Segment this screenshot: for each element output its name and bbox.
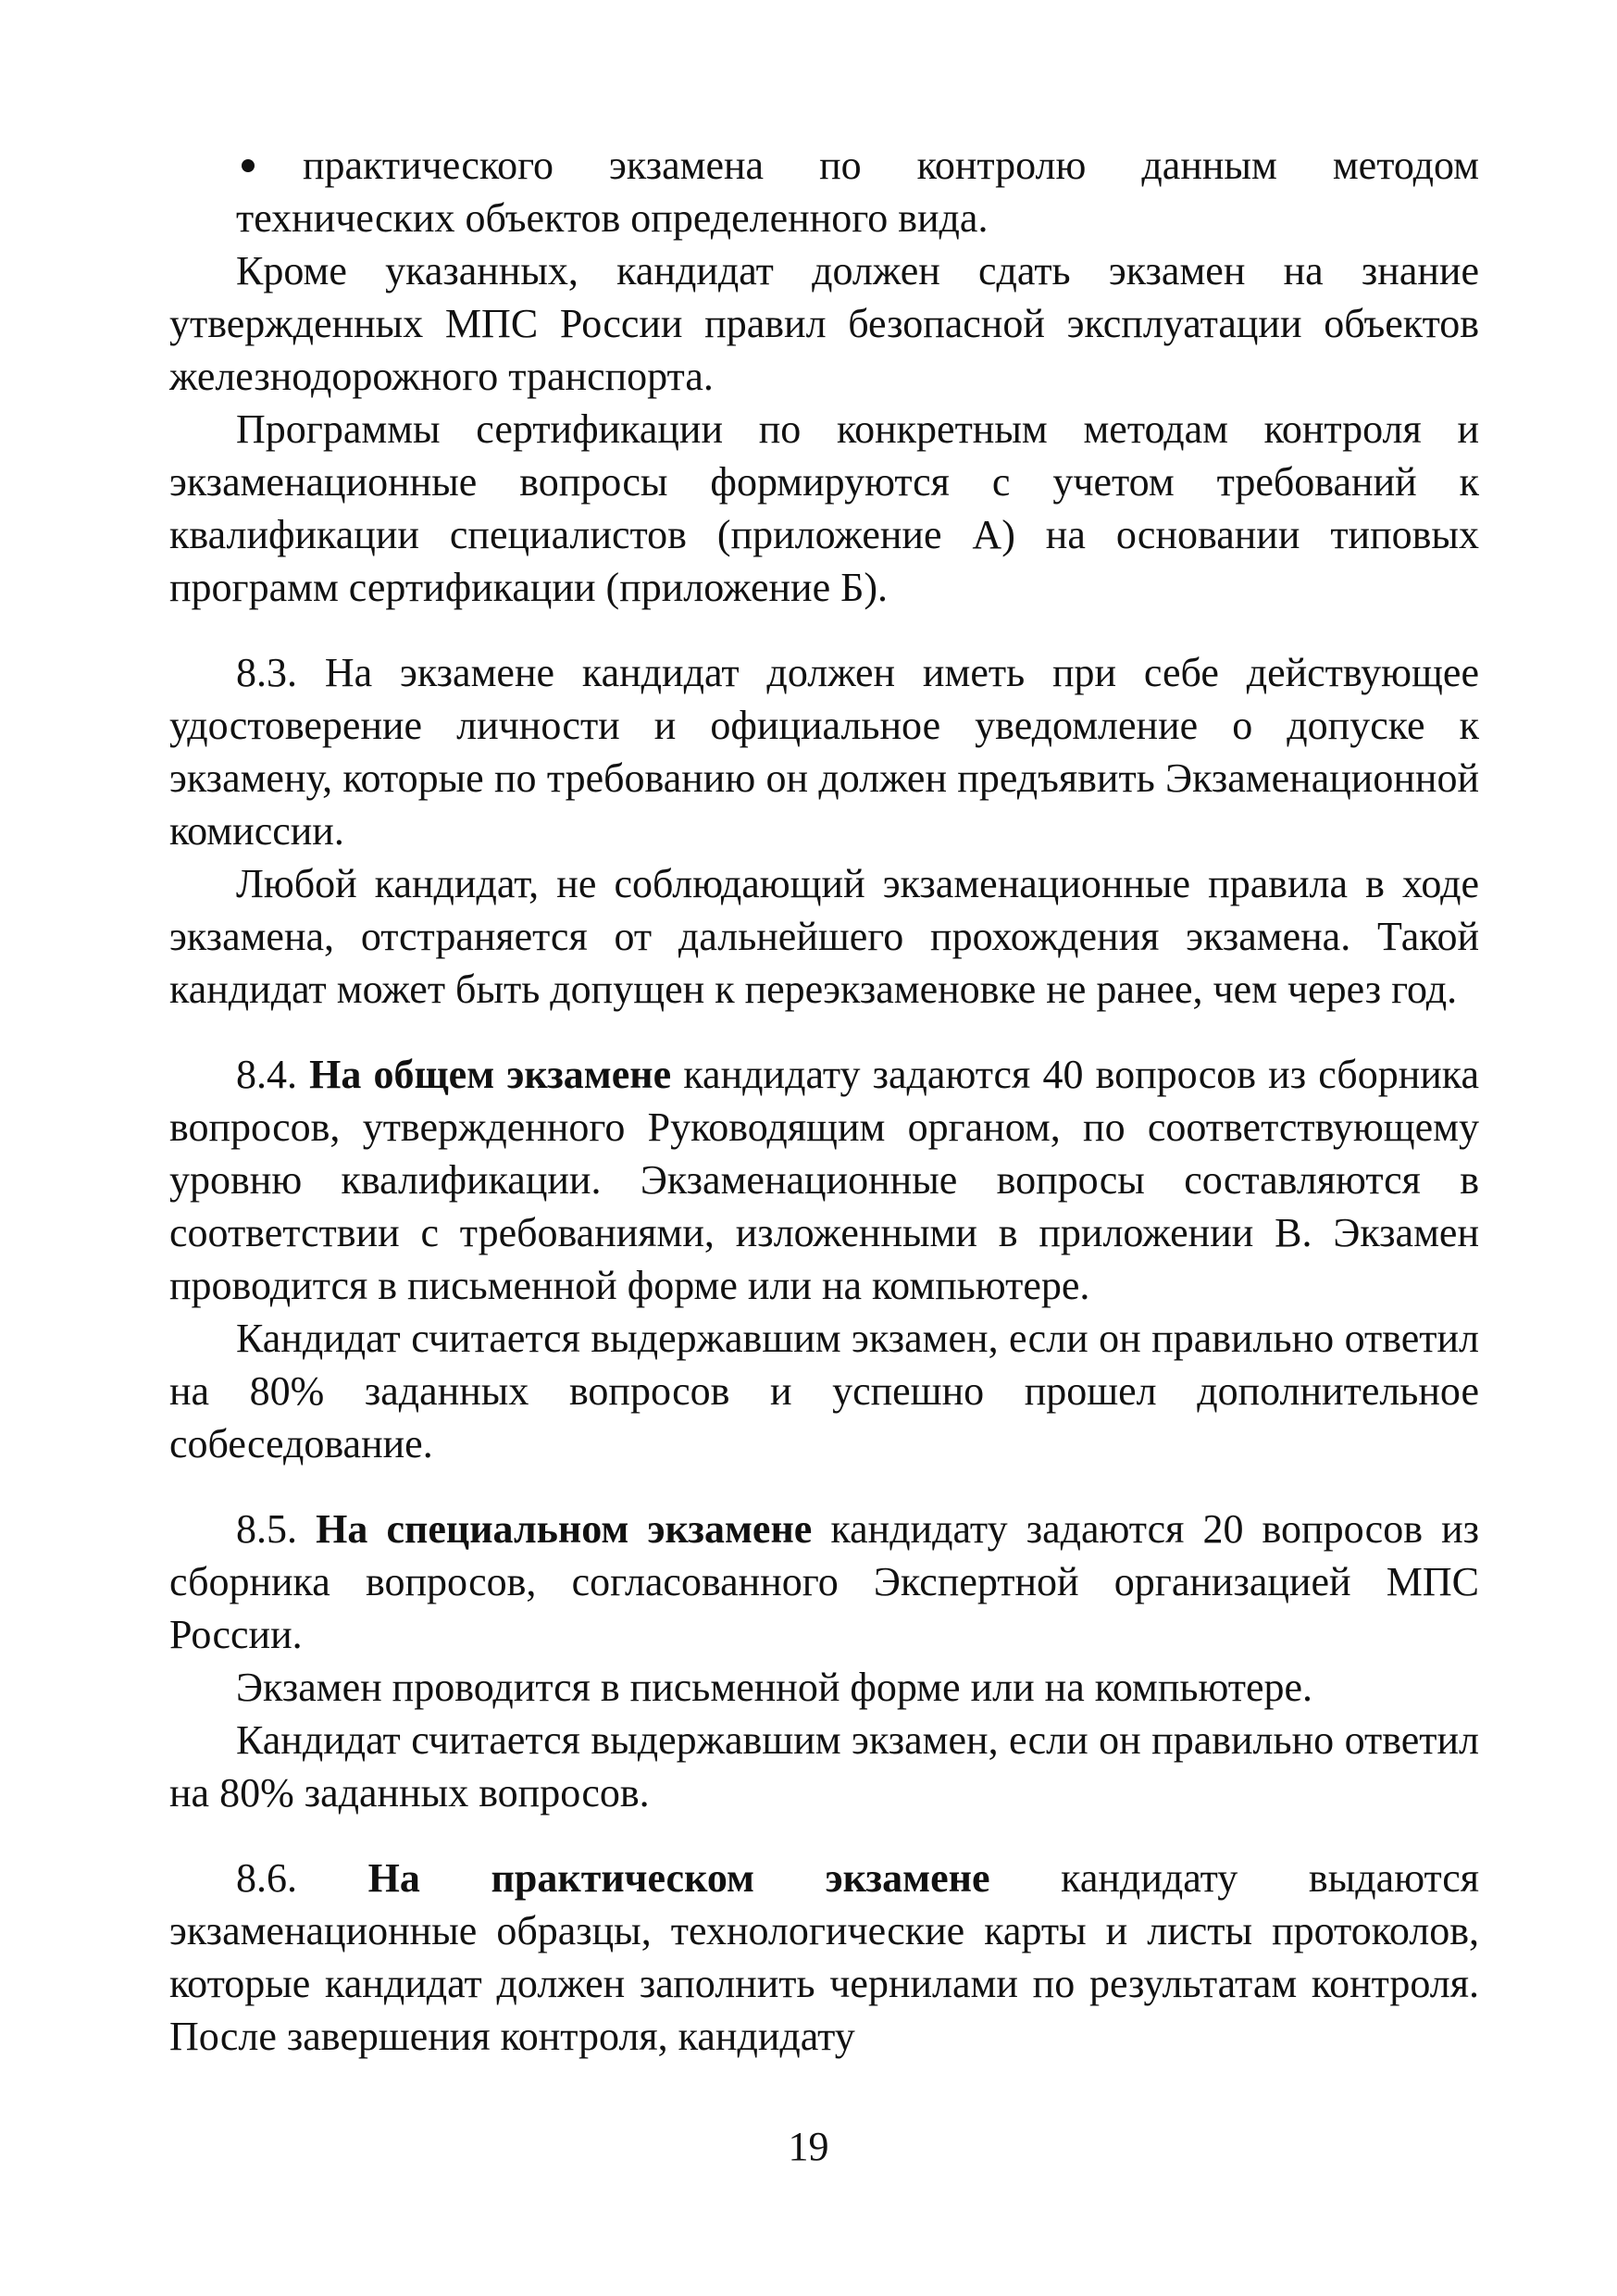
section-number: 8.5. <box>236 1506 297 1552</box>
paragraph: Кандидат считается выдержавшим экзамен, если он правильно ответил на 80% заданных вопросов. <box>169 1717 1479 1816</box>
section-number: 8.4. <box>236 1052 297 1097</box>
section-heading-bold: На специальном экзамене <box>316 1506 813 1552</box>
paragraph: Кроме указанных, кандидат должен сдать экзамен на знание утвержденных МПС России правил безопасной эксплуатации объектов железнодорожного транспорта. <box>169 248 1479 399</box>
paragraph: Программы сертификации по конкретным методам контроля и экзаменационные вопросы формируются с учетом требований к квалификации специалистов (приложение А) на основании типовых программ сертификации (приложение Б). <box>169 406 1479 610</box>
paragraph-section-8-3: 8.3. На экзамене кандидат должен иметь при себе действующее удостоверение личности и официальное уведомление о допуске к экзамену, которые по требованию он должен предъявить Экзаменационной комиссии. <box>169 650 1479 854</box>
page-number: 19 <box>788 2124 829 2169</box>
paragraph-section-8-6 <box>169 1852 1479 2063</box>
bullet-icon <box>242 159 255 172</box>
document-page <box>169 139 1479 2063</box>
paragraph-text: кандидату задаются 40 вопросов из сборника вопросов, утвержденного Руководящим органом, по соответствующему уровню квалификации. Экзаменационные вопросы составляются в соответствии с требованиями, изложенными в приложении В. Экзамен проводится в письменной форме или на компьютере. <box>169 1052 1480 1308</box>
paragraph-section-8-4 <box>169 1048 1479 1312</box>
section-number: 8.6. <box>236 1855 297 1901</box>
section-heading-bold: На общем экзамене <box>309 1052 672 1097</box>
bullet-list-item <box>169 139 1479 244</box>
paragraph: Любой кандидат, не соблюдающий экзаменационные правила в ходе экзамена, отстраняется от дальнейшего прохождения экзамена. Такой кандидат может быть допущен к переэкзаменовке не ранее, чем через год. <box>169 861 1479 1012</box>
paragraph-section-8-5 <box>169 1503 1479 1661</box>
section-heading-bold: На практическом экзамене <box>367 1855 990 1901</box>
paragraph-text: кандидату задаются 20 вопросов из сборника вопросов, согласованного Экспертной организацией МПС России. <box>169 1506 1479 1657</box>
paragraph-text: кандидату выдаются экзаменационные образцы, технологические карты и листы протоколов, которые кандидат должен заполнить чернилами по результатам контроля. После завершения контроля, кандидату <box>169 1855 1480 2059</box>
paragraph: Кандидат считается выдержавшим экзамен, если он правильно ответил на 80% заданных вопросов и успешно прошел дополнительное собеседование. <box>169 1316 1479 1466</box>
paragraph: Экзамен проводится в письменной форме или на компьютере. <box>236 1665 1313 1710</box>
bullet-item-text: практического экзамена по контролю данным методом технических объектов определенного вида. <box>236 143 1479 241</box>
